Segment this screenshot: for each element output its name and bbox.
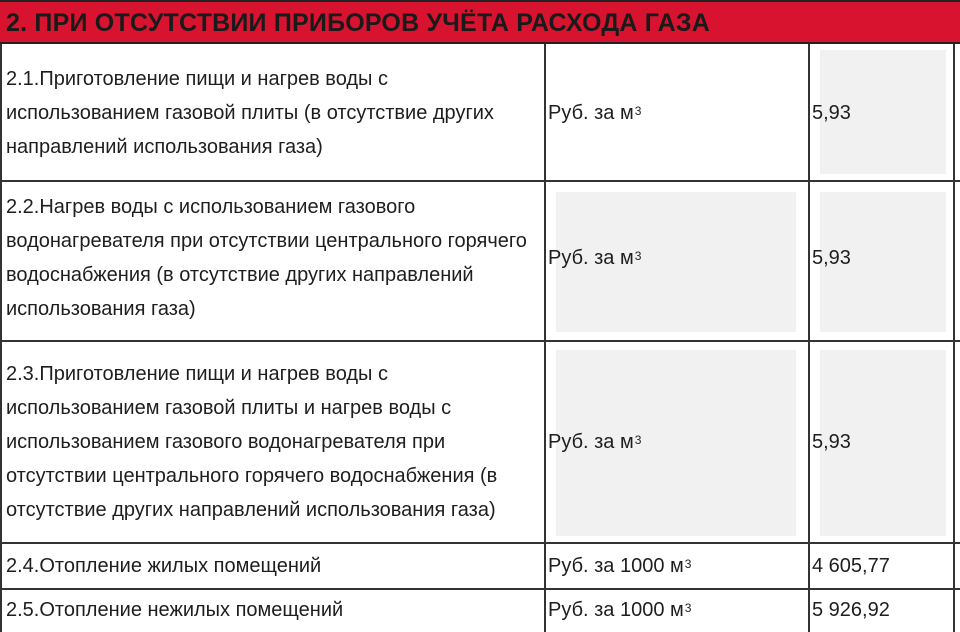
table-row-4-unit bbox=[546, 546, 804, 586]
table-row-3-description: 2.3.Приготовление пищи и нагрев воды с использованием газовой плиты и нагрев воды с использованием газового водонагревателя при отсутствии центрального горячего водоснабжения (в отсутствие других направлений использования газа) bbox=[6, 363, 498, 521]
row-divider bbox=[0, 340, 960, 342]
column-divider bbox=[953, 44, 955, 632]
unit-text: Руб. за м bbox=[548, 246, 634, 269]
unit-text: Руб. за м bbox=[548, 430, 634, 453]
table-row-1-unit bbox=[546, 62, 804, 164]
section-header bbox=[0, 0, 960, 44]
unit-superscript: 3 bbox=[634, 249, 642, 263]
column-divider bbox=[544, 44, 546, 632]
tariff-table bbox=[0, 44, 960, 632]
table-row-3-unit bbox=[546, 356, 804, 528]
column-divider bbox=[808, 44, 810, 632]
table-row-1-description: 2.1.Приготовление пищи и нагрев воды с использованием газовой плиты (в отсутствие других направлений использования газа) bbox=[6, 68, 494, 158]
unit-superscript: 3 bbox=[684, 601, 692, 615]
unit-text: Руб. за 1000 м bbox=[548, 598, 684, 621]
table-row-2-unit bbox=[546, 190, 804, 326]
table-row-4-description: 2.4.Отопление жилых помещений bbox=[6, 555, 322, 577]
table-row-2-value: 5,93 bbox=[812, 246, 851, 269]
unit-text: Руб. за 1000 м bbox=[548, 554, 684, 577]
unit-superscript: 3 bbox=[684, 557, 692, 571]
table-row-5-unit bbox=[546, 590, 804, 630]
table-row-1-value: 5,93 bbox=[812, 101, 851, 124]
table-row-5-value: 5 926,92 bbox=[812, 598, 890, 621]
row-divider bbox=[0, 542, 960, 544]
unit-superscript: 3 bbox=[634, 433, 642, 447]
row-divider bbox=[0, 588, 960, 590]
unit-superscript: 3 bbox=[634, 104, 642, 118]
row-divider bbox=[0, 180, 960, 182]
column-divider bbox=[0, 44, 2, 632]
table-row-4-value: 4 605,77 bbox=[812, 554, 890, 577]
section-title: 2. ПРИ ОТСУТСТВИИ ПРИБОРОВ УЧЁТА РАСХОДА ГАЗА bbox=[6, 9, 710, 37]
table-row-2-description: 2.2.Нагрев воды с использованием газового водонагревателя при отсутствии центрального горячего водоснабжения (в отсутствие других направлений использования газа) bbox=[6, 196, 527, 320]
table-row-3-value: 5,93 bbox=[812, 430, 851, 453]
unit-text: Руб. за м bbox=[548, 101, 634, 124]
table-row-5-description: 2.5.Отопление нежилых помещений bbox=[6, 599, 344, 621]
